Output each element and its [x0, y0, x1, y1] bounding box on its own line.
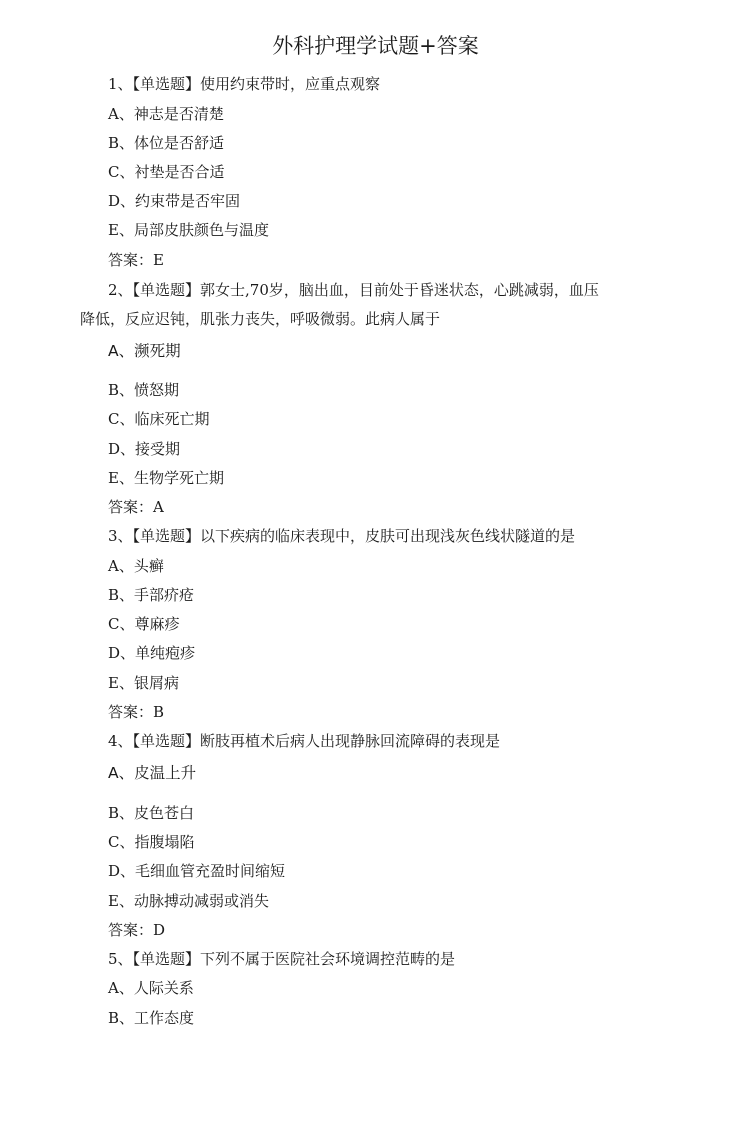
question-1-stem: 1、【单选题】使用约束带时，应重点观察: [108, 75, 381, 93]
question-2-option-c: C、临床死亡期: [108, 410, 210, 428]
question-3-option-d: D、单纯疱疹: [108, 644, 196, 662]
question-4-option-c: C、指腹塌陷: [108, 833, 195, 851]
question-1-option-b: B、体位是否舒适: [108, 134, 225, 152]
page-title: 外科护理学试题+答案: [272, 34, 479, 58]
question-2-stem-line-2: 降低，反应迟钝，肌张力丧失，呼吸微弱。此病人属于: [80, 310, 441, 328]
question-1-option-d: D、约束带是否牢固: [108, 192, 241, 210]
question-3-option-a: A、头癣: [108, 557, 164, 575]
question-5-stem: 5、【单选题】下列不属于医院社会环境调控范畴的是: [108, 950, 456, 968]
question-2-option-b: B、愤怒期: [108, 381, 180, 399]
question-4-option-e: E、动脉搏动减弱或消失: [108, 892, 269, 910]
question-3-option-c: C、尊麻疹: [108, 615, 180, 633]
question-2-stem-line-1: 2、【单选题】郭女士,70岁，脑出血，目前处于昏迷状态，心跳减弱，血压: [108, 281, 599, 299]
question-2-option-d: D、接受期: [108, 440, 181, 458]
question-4-stem: 4、【单选题】断肢再植术后病人出现静脉回流障碍的表现是: [108, 732, 501, 750]
question-1-option-c: C、衬垫是否合适: [108, 163, 225, 181]
question-4-option-d: D、毛细血管充盈时间缩短: [108, 862, 286, 880]
question-2-answer: 答案：A: [108, 498, 164, 516]
question-2-option-a: A、濒死期: [108, 342, 181, 360]
question-1-option-a: A、神志是否清楚: [108, 105, 224, 123]
question-4-answer: 答案：D: [108, 921, 166, 939]
question-5-option-b: B、工作态度: [108, 1009, 195, 1027]
question-3-answer: 答案：B: [108, 703, 165, 721]
question-1-option-e: E、局部皮肤颜色与温度: [108, 221, 269, 239]
question-4-option-b: B、皮色苍白: [108, 804, 195, 822]
question-3-stem: 3、【单选题】以下疾病的临床表现中，皮肤可出现浅灰色线状隧道的是: [108, 527, 576, 545]
question-3-option-b: B、手部疥疮: [108, 586, 195, 604]
question-1-answer: 答案：E: [108, 251, 164, 269]
question-2-option-e: E、生物学死亡期: [108, 469, 224, 487]
question-4-option-a: A、皮温上升: [108, 764, 197, 782]
question-3-option-e: E、银屑病: [108, 674, 179, 692]
question-5-option-a: A、人际关系: [108, 979, 194, 997]
